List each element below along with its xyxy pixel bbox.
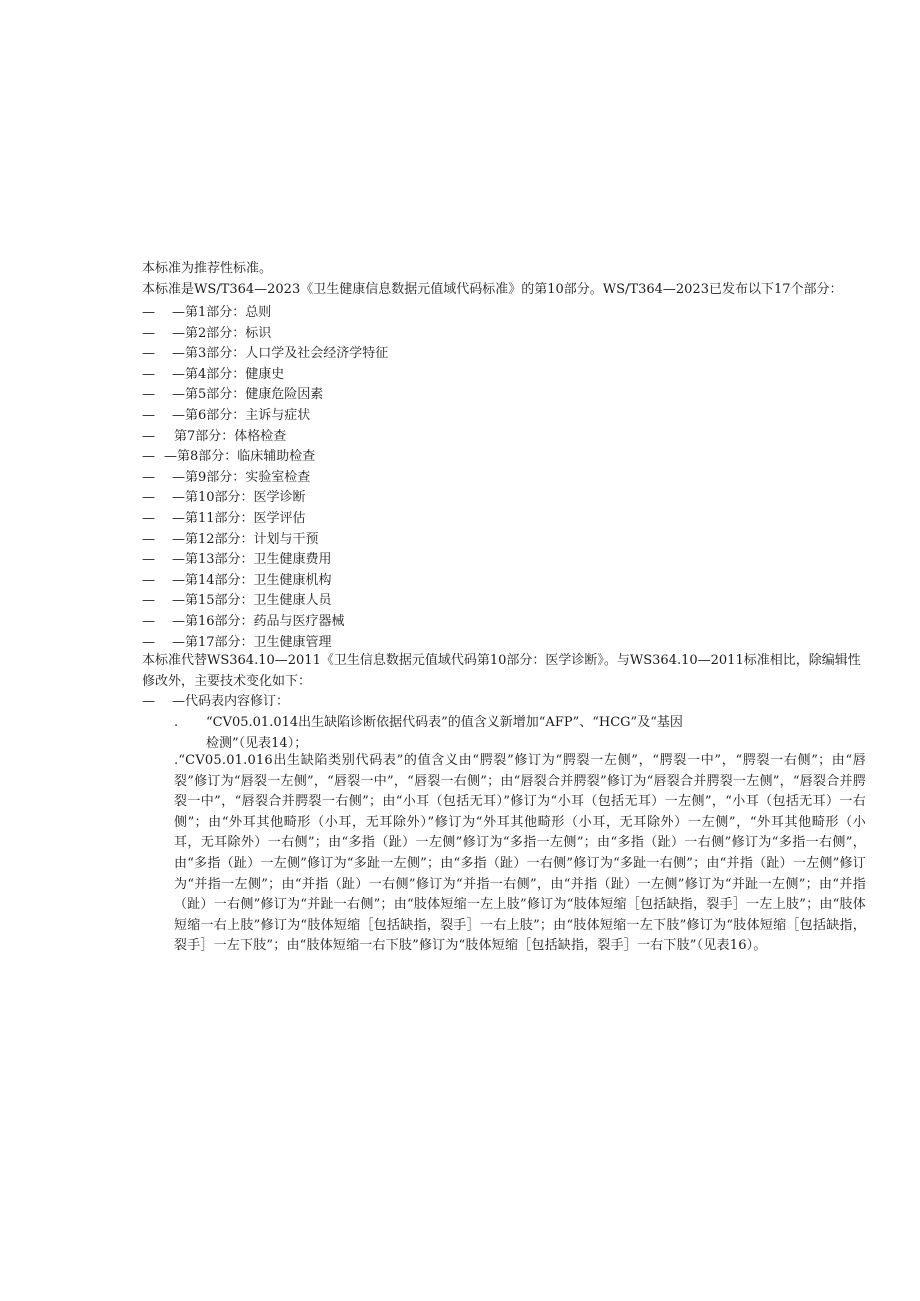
list-dash: — — [142, 449, 155, 465]
list-dash: — — [142, 634, 155, 650]
list-dash: — — [142, 510, 155, 526]
replacement-paragraph: 本标准代替WS364.10—2011《卫生信息数据元值域代码第10部分：医学诊断》。与WS364.10—2011标准相比，除编辑性修改外，主要技术变化如下： — [142, 653, 861, 689]
list-item-text: —第14部分：卫生健康机构 — [172, 572, 332, 588]
list-dash: — — [142, 305, 155, 320]
list-item — [142, 303, 642, 324]
list-dash: — — [142, 346, 155, 362]
list-item-text: —第3部分：人口学及社会经济学特征 — [172, 346, 389, 362]
list-item-text: —第1部分：总则 — [172, 305, 272, 320]
list-item — [142, 468, 642, 489]
intro-line-recommended: 本标准为推荐性标准。 — [142, 261, 273, 276]
list-item — [142, 612, 642, 633]
list-item — [142, 447, 642, 468]
list-dash: — — [142, 531, 155, 547]
list-item — [142, 385, 642, 406]
list-dash: — — [142, 572, 155, 588]
list-dash: — — [142, 325, 155, 341]
list-item-text: —第4部分：健康史 — [172, 366, 285, 382]
list-dash: — — [142, 387, 155, 403]
code-table-item-2: .“CV05.01.016出生缺陷类别代码表”的值含义由“腭裂”修订为“腭裂一左侧”，“腭裂一中”，“腭裂一右侧”；由“唇裂”修订为“唇裂一左侧”，“唇裂一中”，“唇裂一右侧”；由“唇裂合并腭裂”修订为“唇裂合并腭裂一左侧”，“唇裂合并腭裂一中”，“唇裂合并腭裂一右侧”；由“小耳（包括无耳）”修订为“小耳（包括无耳）一左侧”，“小耳（包括无耳）一右侧”；由“外耳其他畸形（小耳，无耳除外）”修订为“外耳其他畸形（小耳，无耳除外）一左侧”，“外耳其他畸形（小耳，无耳除外）一右侧”；由“多指（趾）一左侧”修订为“多指一左侧”；由“多指（趾）一右侧”修订为“多指一右侧”，由“多指（趾）一左侧”修订为“多趾一左侧”；由“多指（趾）一右侧”修订为“多趾一右侧”；由“并指（趾）一左侧”修订为“并指一左侧”；由“并指（趾）一右侧”修订为“并指一右侧”，由“并指（趾）一左侧”修订为“并趾一左侧”；由“并指（趾）一右侧”修订为“并趾一右侧”；由“肢体短缩一左上肢”修订为“肢体短缩［包括缺指，裂手］一左上肢”；由“肢体短缩一右上肢”修订为“肢体短缩［包括缺指，裂手］一右上肢”；由“肢体短缩一左下肢”修订为“肢体短缩［包括缺指，裂手］一左下肢”；由“肢体短缩一右下肢”修订为“肢体短缩［包括缺指，裂手］一右下肢”（见表16）。 — [174, 753, 866, 954]
list-item — [142, 509, 642, 530]
list-item-text: —第5部分：健康危险因素 — [172, 387, 324, 403]
list-item-text: —第13部分：卫生健康费用 — [172, 552, 332, 568]
list-item — [142, 344, 642, 365]
list-item-text: —第11部分：医学评估 — [172, 510, 306, 526]
code-table-heading-text: —代码表内容修订： — [172, 694, 290, 709]
code-table-item-1 — [174, 712, 734, 754]
item-1-line-2: 检测”（见表14）； — [206, 736, 308, 751]
list-item-text: —第12部分：计划与干预 — [172, 531, 319, 547]
list-item-text: 第7部分：体格检查 — [174, 428, 287, 444]
list-item — [142, 365, 642, 386]
list-dash: — — [142, 366, 155, 382]
list-item-text: —第10部分：医学诊断 — [172, 490, 306, 506]
list-dash: — — [142, 593, 155, 609]
list-dash: — — [142, 428, 155, 444]
list-item — [142, 530, 642, 551]
list-item — [142, 550, 642, 571]
list-dash: — — [142, 469, 155, 485]
parts-list — [142, 303, 642, 653]
intro-line-series: 本标准是WS/T364—2023《卫生健康信息数据元值域代码标准》的第10部分。WS/T364—2023已发布以下17个部分： — [142, 282, 843, 297]
list-item — [142, 427, 642, 448]
list-item-text: —第9部分：实验室检查 — [172, 469, 311, 485]
list-item-text: —第2部分：标识 — [172, 325, 272, 341]
list-dash: — — [142, 490, 155, 506]
list-dash: — — [142, 613, 155, 629]
list-item-text: —第15部分：卫生健康人员 — [172, 593, 332, 609]
list-item — [142, 406, 642, 427]
list-item — [142, 488, 642, 509]
item-1-line-1: “CV05.01.014出生缺陷诊断依据代码表”的值含义新增加“AFP”、“HCG”及“基因 — [206, 715, 683, 730]
list-item — [142, 571, 642, 592]
list-item-text: —第8部分：临床辅助检查 — [164, 449, 316, 465]
list-dash: — — [142, 694, 155, 709]
list-item-text: —第17部分：卫生健康管理 — [172, 634, 332, 650]
list-dash: — — [142, 552, 155, 568]
list-dash: — — [142, 407, 155, 423]
item-bullet: . — [174, 715, 179, 730]
list-item-text: —第16部分：药品与医疗器械 — [172, 613, 345, 629]
code-table-heading — [142, 692, 289, 712]
list-item — [142, 324, 642, 345]
list-item — [142, 591, 642, 612]
list-item-text: —第6部分：主诉与症状 — [172, 407, 311, 423]
